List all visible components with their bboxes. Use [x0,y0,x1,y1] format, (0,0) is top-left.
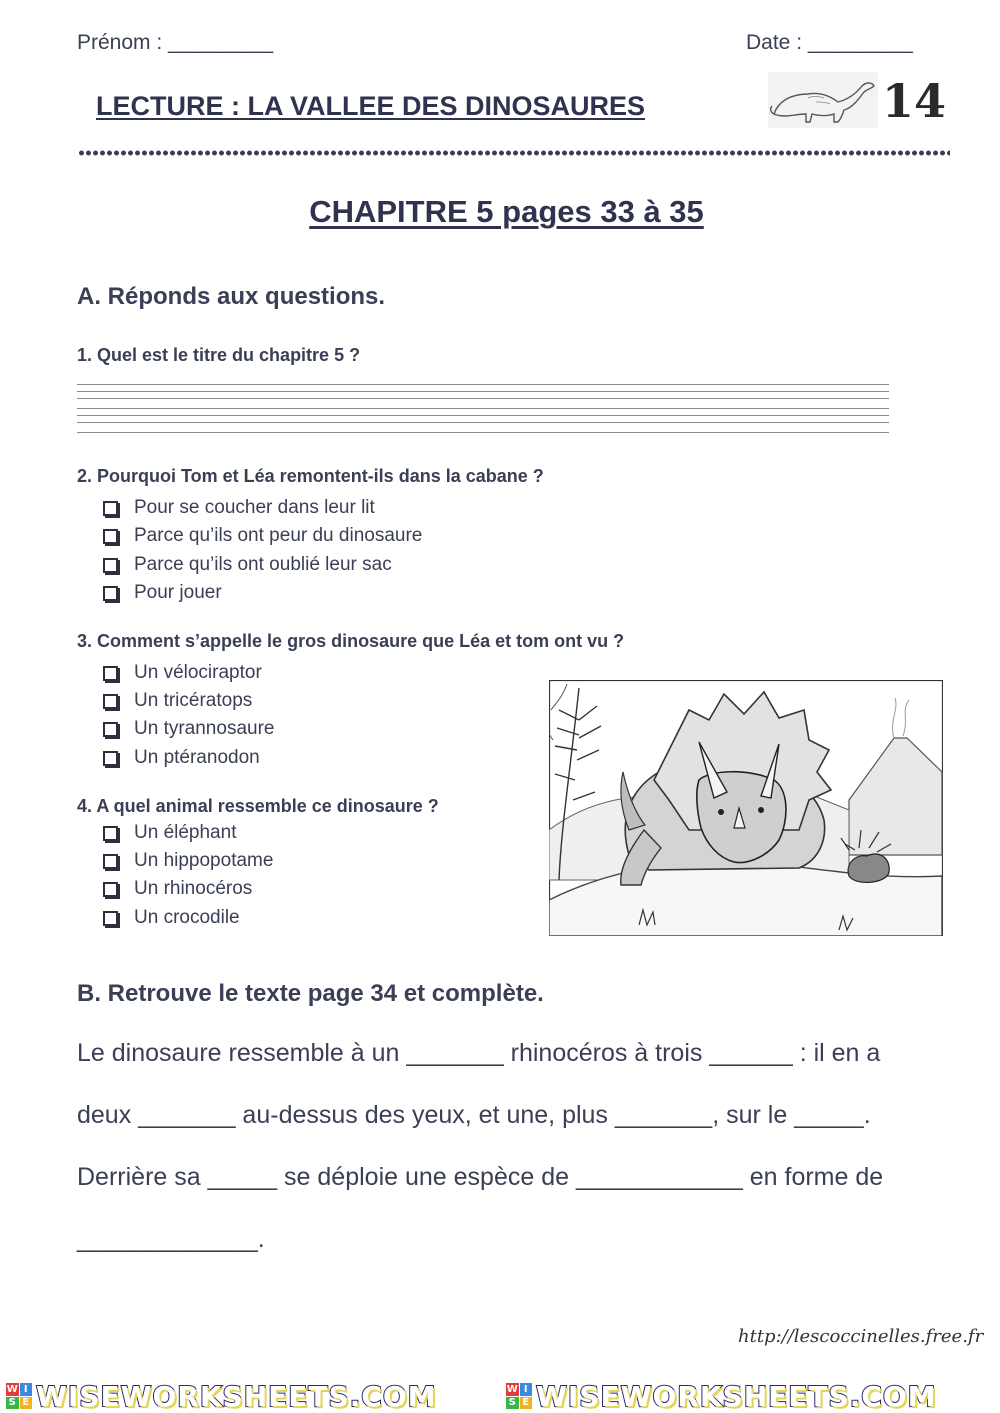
option-checkbox[interactable]: Un ptéranodon [103,745,260,771]
option-checkbox[interactable]: Un crocodile [103,905,240,931]
brand-logo-icon: W I S E [506,1383,532,1409]
fill-in-line-2[interactable]: deux _______ au-dessus des yeux, et une, plus _______, sur le _____. [77,1101,871,1129]
dinosaur-icon [768,72,878,128]
question-3: 3. Comment s’appelle le gros dinosaure que Léa et tom ont vu ? [77,631,625,651]
section-a-title: A. Réponds aux questions. [77,283,386,310]
option-checkbox[interactable]: Un tricératops [103,688,252,714]
option-checkbox[interactable]: Un vélociraptor [103,660,262,686]
checkbox-icon[interactable] [103,558,118,573]
answer-line[interactable] [77,422,889,423]
option-checkbox[interactable]: Un éléphant [103,820,236,846]
checkbox-icon[interactable] [103,529,118,544]
checkbox-icon[interactable] [103,911,118,926]
answer-line[interactable] [77,391,889,392]
answer-line[interactable] [77,384,889,385]
option-checkbox[interactable]: Un tyrannosaure [103,716,274,742]
worksheet-number: 14 [882,74,947,128]
option-checkbox[interactable]: Un rhinocéros [103,876,252,902]
fill-in-line-1[interactable]: Le dinosaure ressemble à un _______ rhinocéros à trois ______ : il en a [77,1039,881,1067]
chapter-heading: CHAPITRE 5 pages 33 à 35 [309,194,704,229]
worksheet-title: LECTURE : LA VALLEE DES DINOSAURES [96,91,646,121]
question-4: 4. A quel animal ressemble ce dinosaure ? [77,796,439,816]
checkbox-icon[interactable] [103,501,118,516]
brand-watermark: WISEWORKSHEETS.COM [36,1380,437,1413]
name-field-label: Prénom : _________ [77,31,274,54]
section-b-title: B. Retrouve le texte page 34 et complète. [77,980,544,1007]
question-1: 1. Quel est le titre du chapitre 5 ? [77,345,361,365]
question-2: 2. Pourquoi Tom et Léa remontent-ils dans la cabane ? [77,466,544,486]
triceratops-illustration [549,680,943,936]
brand-watermark: WISEWORKSHEETS.COM [536,1380,937,1413]
option-checkbox[interactable]: Parce qu’ils ont oublié leur sac [103,552,392,578]
answer-line[interactable] [77,398,889,399]
source-url: http://lescoccinelles.free.fr [738,1326,984,1347]
checkbox-icon[interactable] [103,722,118,737]
checkbox-icon[interactable] [103,586,118,601]
option-checkbox[interactable]: Parce qu’ils ont peur du dinosaure [103,523,422,549]
option-checkbox[interactable]: Pour se coucher dans leur lit [103,495,375,521]
option-checkbox[interactable]: Pour jouer [103,580,222,606]
checkbox-icon[interactable] [103,826,118,841]
answer-line[interactable] [77,415,889,416]
checkbox-icon[interactable] [103,751,118,766]
dotted-divider [78,148,950,158]
brand-logo-icon: W I S E [6,1383,32,1409]
checkbox-icon[interactable] [103,854,118,869]
checkbox-icon[interactable] [103,882,118,897]
answer-line[interactable] [77,408,889,409]
checkbox-icon[interactable] [103,694,118,709]
fill-in-line-4[interactable]: _____________. [77,1225,265,1253]
option-checkbox[interactable]: Un hippopotame [103,848,273,874]
fill-in-line-3[interactable]: Derrière sa _____ se déploie une espèce de ____________ en forme de [77,1163,884,1191]
checkbox-icon[interactable] [103,666,118,681]
answer-line[interactable] [77,432,889,433]
date-field-label: Date : _________ [746,31,913,54]
